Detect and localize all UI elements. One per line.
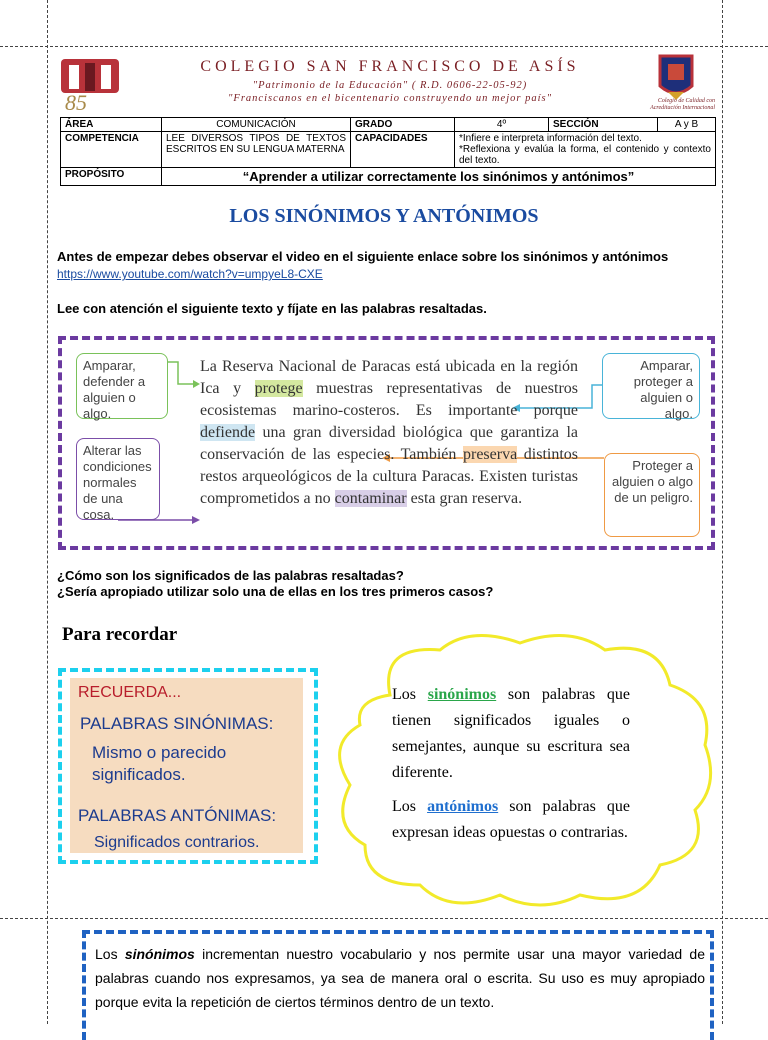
word-sinonimos: sinónimos: [427, 686, 497, 703]
school-motto-1: "Patrimonio de la Educación" ( R.D. 0606-22-05-92): [252, 80, 528, 91]
word-preserva: preserva: [463, 446, 518, 463]
note-right-bottom: Proteger a alguien o algo de un peligro.: [604, 453, 700, 537]
note-left-top: Amparar, defender a alguien o algo.: [76, 353, 168, 419]
def-ant-text: son palabras que expresan ideas opuestas o contrarias.: [392, 798, 630, 841]
antonimas-desc: Significados contrarios.: [94, 834, 260, 851]
sinonimas-desc: Mismo o parecido significados.: [92, 743, 227, 784]
capacidad-1: *Infiere e interpreta información del texto.: [459, 133, 642, 144]
bottom-prefix: Los: [95, 946, 125, 962]
word-defiende: defiende: [200, 424, 256, 441]
def-antonimos: [392, 794, 630, 846]
page-guide-bottom: [0, 918, 768, 919]
question-1: ¿Cómo son los significados de las palabras resaltadas?: [57, 568, 404, 583]
def-sinonimos: [392, 682, 630, 786]
cloud-definitions: [392, 682, 630, 846]
recuerda-heading: RECUERDA...: [78, 684, 182, 701]
sinonimas-title: PALABRAS SINÓNIMAS:: [80, 714, 274, 733]
proposito-label: PROPÓSITO: [61, 168, 162, 186]
note-left-bottom: Alterar las condiciones normales de una cosa.: [76, 438, 160, 520]
proposito-value: “Aprender a utilizar correctamente los sinónimos y antónimos”: [162, 168, 716, 186]
video-link[interactable]: https://www.youtube.com/watch?v=umpyeL8-CXE: [57, 267, 323, 281]
reading-seg-4: distintos restos arqueológicos de la cultura Paracas. Existen turistas comprometidos a no: [200, 446, 579, 507]
def-sin-prefix: Los: [392, 686, 428, 703]
logo-caption: Colegio de Calidad con Acreditación Internacional: [650, 98, 715, 111]
seccion-value: A y B: [658, 118, 716, 132]
page-title: LOS SINÓNIMOS Y ANTÓNIMOS: [229, 205, 539, 227]
school-name: COLEGIO SAN FRANCISCO DE ASÍS: [200, 58, 580, 75]
competencia-value: LEE DIVERSOS TIPOS DE TEXTOS ESCRITOS EN SU LENGUA MATERNA: [162, 132, 351, 168]
bottom-paragraph: [95, 942, 705, 1014]
reading-instruction: Lee con atención el siguiente texto y fíjate en las palabras resaltadas.: [57, 301, 487, 316]
reading-text: [200, 356, 578, 510]
area-value: COMUNICACIÓN: [162, 118, 351, 132]
svg-text:85: 85: [65, 90, 87, 113]
grado-value: 4º: [455, 118, 549, 132]
seccion-label: SECCIÓN: [549, 118, 658, 132]
para-recordar-heading: Para recordar: [62, 624, 178, 645]
capacidad-2: *Reflexiona y evalúa la forma, el contenido y contexto del texto.: [459, 144, 711, 166]
reading-seg-5: esta gran reserva.: [406, 490, 523, 507]
capacidades-label: CAPACIDADES: [351, 132, 455, 168]
question-2: ¿Sería apropiado utilizar solo una de ellas en los tres primeros casos?: [57, 584, 494, 599]
def-ant-prefix: Los: [392, 798, 428, 815]
school-motto-2: "Franciscanos en el bicentenario construyendo un mejor país": [228, 93, 552, 104]
antonimas-title: PALABRAS ANTÓNIMAS:: [78, 806, 277, 825]
grado-label: GRADO: [351, 118, 455, 132]
note-right-top: Amparar, proteger a alguien o algo.: [602, 353, 700, 419]
word-protege: protege: [254, 380, 303, 397]
reading-seg-2: muestras representativas de nuestros ecosistemas marino-costeros. Es importante porque: [200, 380, 578, 419]
def-sin-text: son palabras que tienen significados iguales o semejantes, aunque su escritura sea diferente.: [392, 686, 631, 781]
word-contaminar: contaminar: [334, 490, 407, 507]
area-label: ÁREA: [61, 118, 162, 132]
bottom-text: incrementan nuestro vocabulario y nos permite usar una mayor variedad de palabras cuando nos expresamos, ya sea de manera oral o escrita. Su uso es muy apropiado porque evita la repetición de ciertos términos dentro de un texto.: [95, 946, 705, 1010]
reading-seg-1: La Reserva Nacional de Paracas está ubicada en la región Ica y: [200, 358, 578, 397]
reading-seg-3: una gran diversidad biológica que garantiza la conservación de las especies. También: [200, 424, 578, 463]
bottom-sinonimos: sinónimos: [124, 946, 195, 962]
competencia-label: COMPETENCIA: [61, 132, 162, 168]
intro-text: Antes de empezar debes observar el video en el siguiente enlace sobre los sinónimos y antónimos: [57, 249, 669, 264]
word-antonimos: antónimos: [427, 798, 499, 815]
questions: [57, 568, 493, 600]
